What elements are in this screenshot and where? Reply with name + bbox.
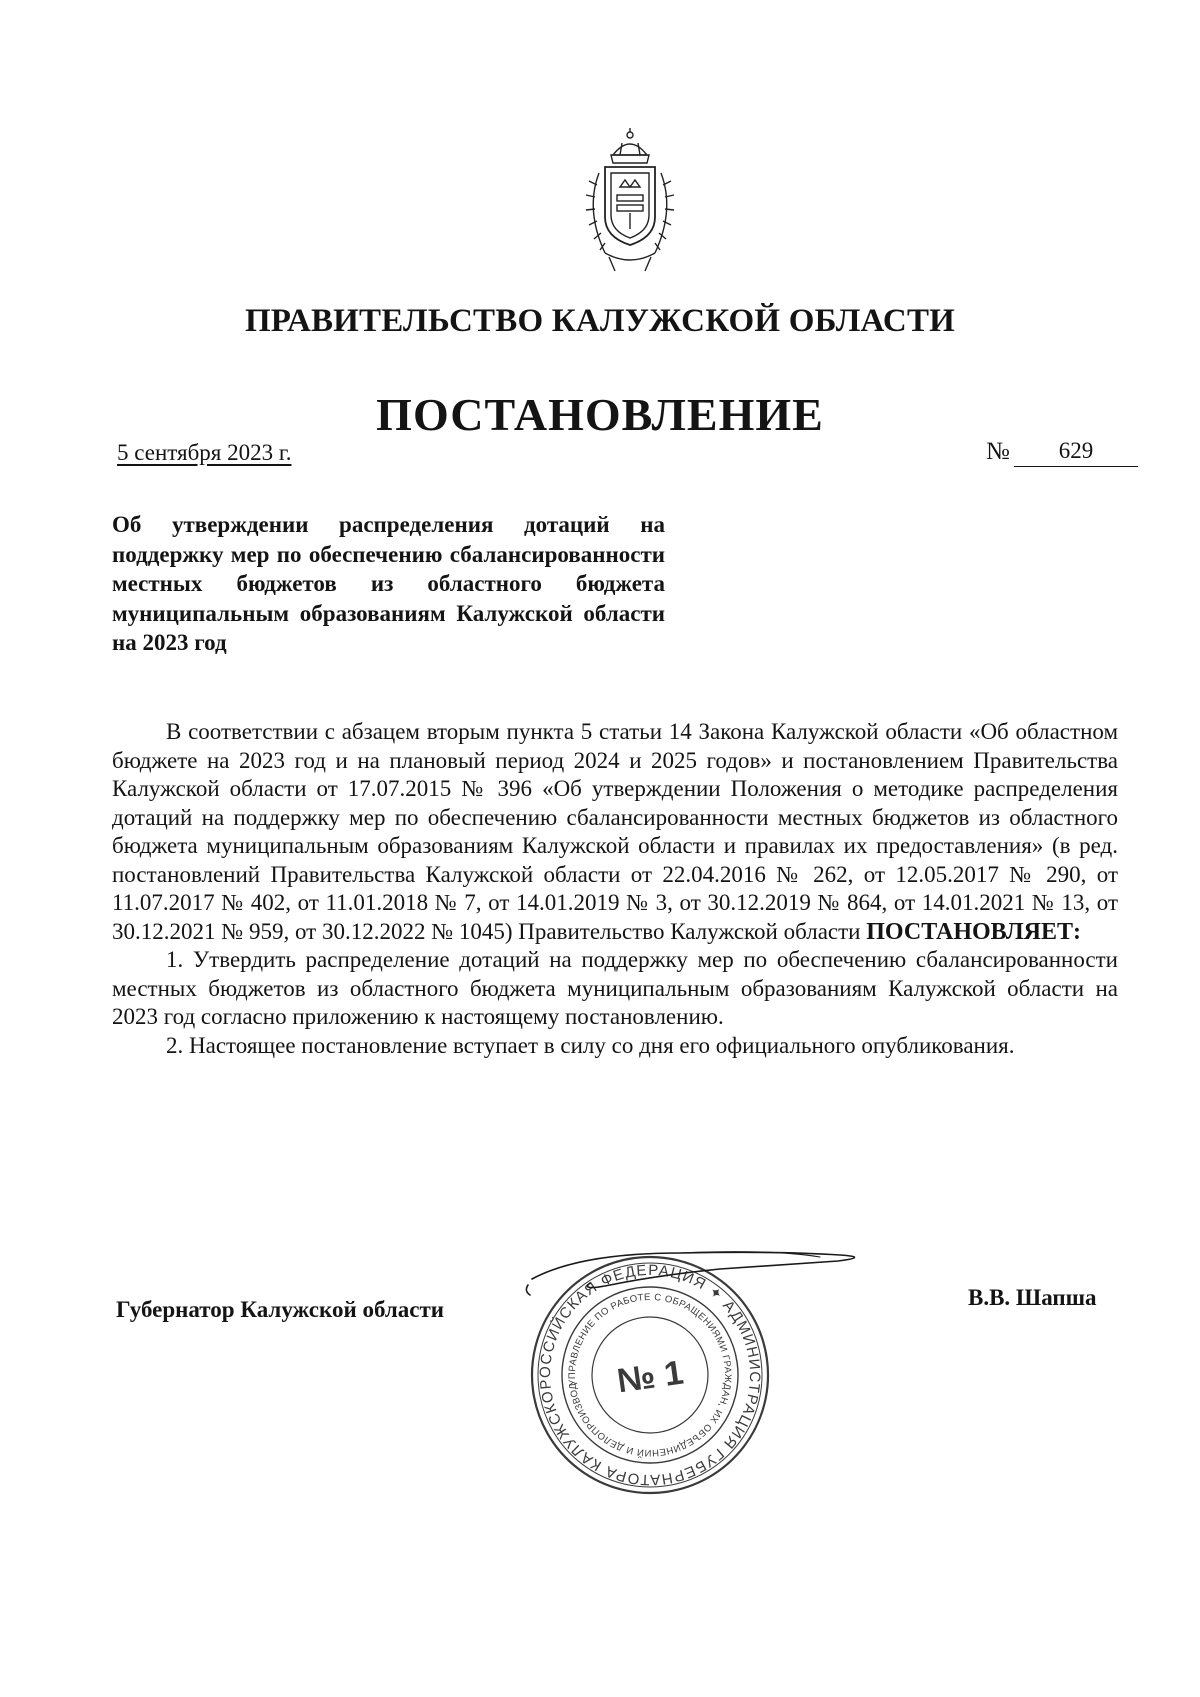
document-date: 5 сентября 2023 г. <box>117 440 292 465</box>
issuing-authority: ПРАВИТЕЛЬСТВО КАЛУЖСКОЙ ОБЛАСТИ <box>244 303 956 339</box>
document-body <box>112 718 1118 1060</box>
preamble-paragraph <box>112 718 1118 946</box>
document-number-label: № <box>986 438 1010 465</box>
signatory-title: Губернатор Калужской области <box>116 1297 445 1322</box>
document-type-title: ПОСТАНОВЛЕНИЕ <box>376 389 824 440</box>
document-number: 629 <box>1014 438 1138 467</box>
item-2-paragraph: 2. Настоящее постановление вступает в силу со дня его официального опубликования. <box>166 1032 1015 1058</box>
seal-center-number: № 1 <box>614 1353 686 1401</box>
handwritten-signature <box>520 1245 910 1335</box>
signatory-name: В.В. Шапша <box>968 1285 1097 1310</box>
item-1-paragraph: 1. Утвердить распределение дотаций на поддержку мер по обеспечению сбалансированности местных бюджетов из областного бюджета муниципальным образованиям Калужской области на 2023 год согласно приложению к настоящему постановлению. <box>112 947 1118 1029</box>
coat-of-arms-emblem <box>575 125 685 275</box>
resolves-keyword: ПОСТАНОВЛЯЕТ: <box>866 918 1081 945</box>
document-subject: Об утверждении распределения дотаций на поддержку мер по обеспечению сбалансированности местных бюджетов из областного бюджета муниципальным образованиям Калужской области на 2023 год <box>112 512 665 655</box>
preamble-text: В соответствии с абзацем вторым пункта 5 статьи 14 Закона Калужской области «Об областном бюджете на 2023 год и на плановый период 2024 и 2025 годов» и постановлением Правительства Калужской области от 17.07.2015 № 396 «Об утверждении Положения о методике распределения дотаций на поддержку мер по обеспечению сбалансированности местных бюджетов из областного бюджета муниципальным образованиям Калужской области и правилах их предоставления» (в ред. постановлений Правительства Калужской области от 22.04.2016 № 262, от 12.05.2017 № 290, от 11.07.2017 № 402, от 11.01.2018 № 7, от 14.01.2019 № 3, от 30.12.2019 № 864, от 14.01.2021 № 13, от 30.12.2021 № 959, от 30.12.2022 № 1045) Правительство Калужской области <box>112 719 1118 944</box>
seal-inner-text: УПРАВЛЕНИЕ ПО РАБОТЕ С ОБРАЩЕНИЯМИ ГРАЖДАН, ИХ ОБЪЕДИНЕНИЙ И ДЕЛОПРОИЗВОДСТВУ <box>566 1291 734 1459</box>
seal-outer-text: РОССИЙСКАЯ ФЕДЕРАЦИЯ ✦ АДМИНИСТРАЦИЯ ГУБЕРНАТОРА КАЛУЖСКОЙ <box>536 1261 764 1489</box>
